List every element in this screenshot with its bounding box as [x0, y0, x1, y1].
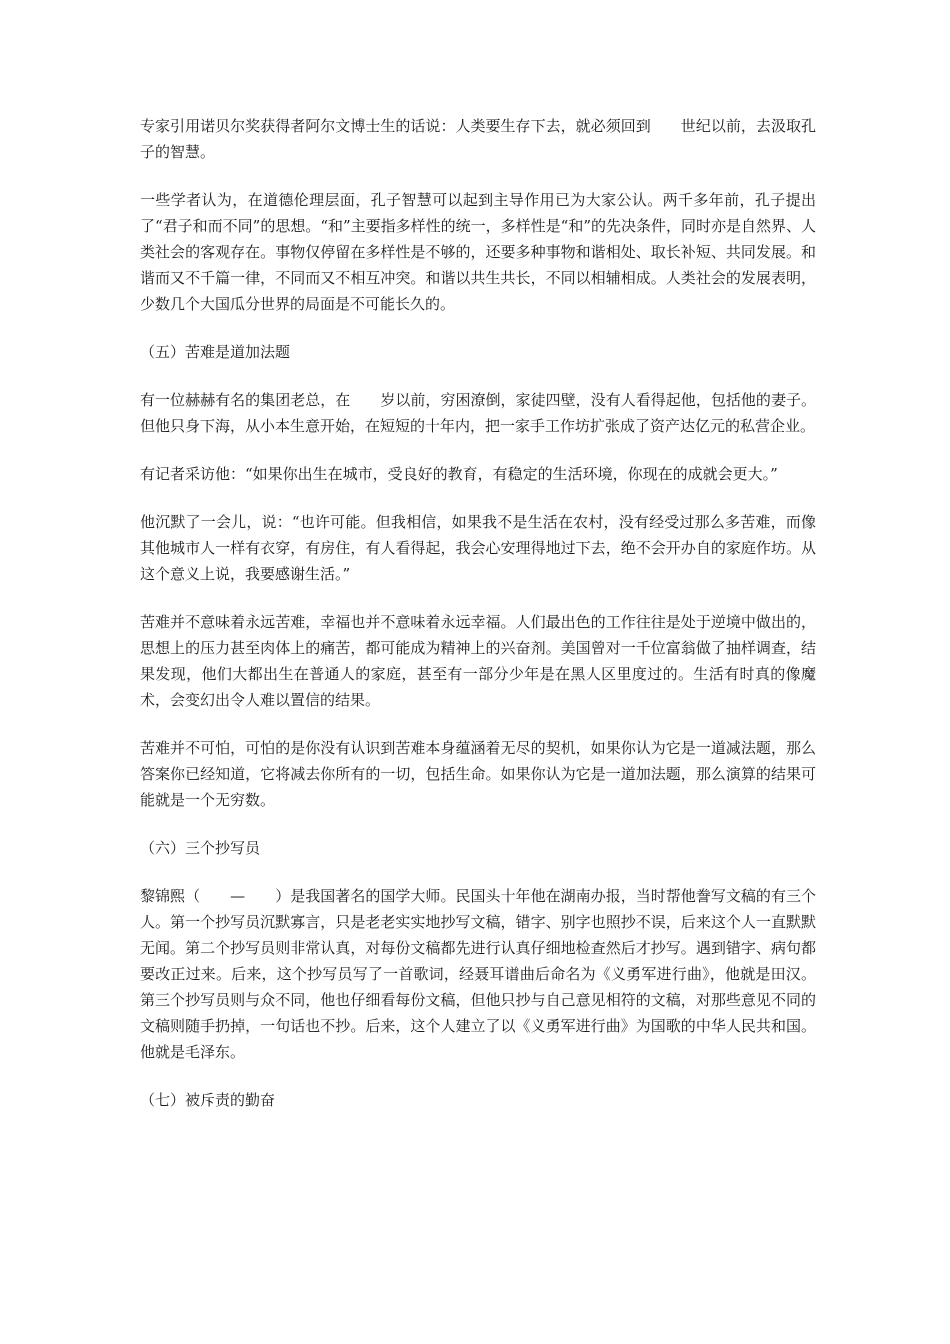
paragraph-ceo-answer: 他沉默了一会儿，说：“也许可能。但我相信，如果我不是生活在农村，没有经受过那么多苦难，而像其他城市人一样有衣穿，有房住，有人看得起，我会心安理得地过下去，绝不会开办自的家庭作坊。从这个意义上说，我要感谢生活。” — [140, 513, 816, 583]
paragraph-alfven-quote: 专家引用诺贝尔奖获得者阿尔文博士生的话说：人类要生存下去，就必须回到 世纪以前，去汲取孔子的智慧。 — [140, 117, 816, 161]
paragraph-three-copyists: 黎锦熙（ — ）是我国著名的国学大师。民国头十年他在湖南办报，当时帮他誊写文稿的有三个人。第一个抄写员沉默寡言，只是老老实实地抄写文稿，错字、别字也照抄不误，后来这个人一直默默无闻。第二个抄写员则非常认真，对每份文稿都先进行认真仔细地检查然后才抄写。遇到错字、病句都要改正过来。后来，这个抄写员写了一首歌词，经聂耳谱曲后命名为《义勇军进行曲》，他就是田汉。第三个抄写员则与众不同，他也仔细看每份文稿，但他只抄与自己意见相符的文稿，对那些意见不同的文稿则随手扔掉，一句话也不抄。后来，这个人建立了以《义勇军进行曲》为国歌的中华人民共和国。他就是毛泽东。 — [140, 887, 816, 1061]
section-heading-six: （六）三个抄写员 — [140, 839, 261, 857]
paragraph-ceo-story: 有一位赫赫有名的集团老总，在 岁以前，穷困潦倒，家徒四壁，没有人看得起他，包括他的妻子。但他只身下海，从小本生意开始，在短短的十年内，把一家手工作坊扩张成了资产达亿元的私营企业。 — [140, 391, 816, 435]
document-body — [140, 113, 816, 1135]
paragraph-reporter-question: 有记者采访他：“如果你出生在城市，受良好的教育，有稳定的生活环境，你现在的成就会更大。” — [140, 465, 778, 483]
paragraph-harmony: 一些学者认为，在道德伦理层面，孔子智慧可以起到主导作用已为大家公认。两千多年前，孔子提出了“君子和而不同”的思想。“和”主要指多样性的统一，多样性是“和”的先决条件，同时亦是自然界、人类社会的客观存在。事物仅停留在多样性是不够的，还要多种事物和谐相处、取长补短、共同发展。和谐而又不千篇一律，不同而又不相互冲突。和谐以共生共长，不同以相辅相成。人类社会的发展表明，少数几个大国瓜分世界的局面是不可能长久的。 — [140, 191, 817, 313]
section-heading-five: （五）苦难是道加法题 — [140, 343, 291, 361]
section-heading-seven: （七）被斥责的勤奋 — [140, 1091, 276, 1109]
paragraph-hardship-meaning: 苦难并不意味着永远苦难，幸福也并不意味着永远幸福。人们最出色的工作往往是处于逆境中做出的，思想上的压力甚至肉体上的痛苦，都可能成为精神上的兴奋剂。美国曾对一千位富翁做了抽样调查，结果发现，他们大都出生在普通人的家庭，甚至有一部分少年是在黑人区里度过的。生活有时真的像魔术，会变幻出令人难以置信的结果。 — [140, 613, 816, 709]
paragraph-hardship-addition: 苦难并不可怕，可怕的是你没有认识到苦难本身蕴涵着无尽的契机，如果你认为它是一道减法题，那么答案你已经知道，它将减去你所有的一切，包括生命。如果你认为它是一道加法题，那么演算的结果可能就是一个无穷数。 — [140, 739, 816, 809]
